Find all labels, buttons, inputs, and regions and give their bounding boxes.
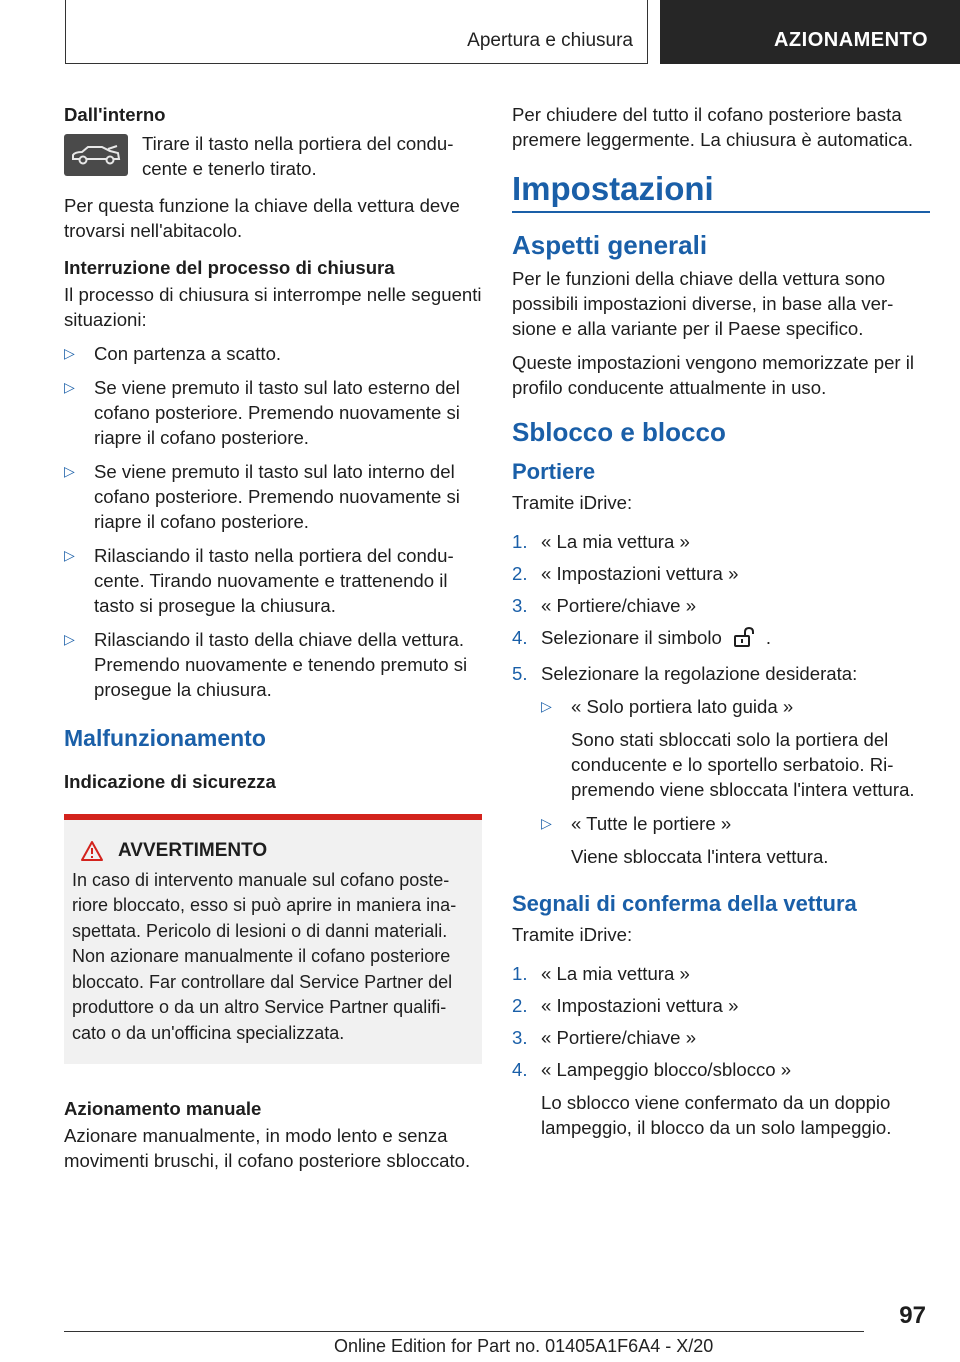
- footer-divider: [64, 1331, 864, 1332]
- settings-heading: Impostazioni: [512, 176, 930, 213]
- list-item: 4. Selezionare il simbolo .: [512, 625, 930, 654]
- malfunction-heading: Malfunzionamento: [64, 725, 266, 751]
- warning-label: AVVERTIMENTO: [118, 840, 268, 861]
- safety-title: Indicazione di sicurezza: [64, 771, 276, 792]
- list-item: ▷ « Tutte le portiere » Viene sbloccata l'intera vettura.: [541, 813, 829, 867]
- interrupt-list: [64, 341, 482, 702]
- list-item: 3. « Portiere/chiave »: [512, 1027, 697, 1048]
- triangle-bullet-icon: ▷: [64, 345, 75, 361]
- general-text-1: Per le funzioni della chiave della vettura sono possibili impostazioni diverse, in base alla versione e alla variante per il Paese specifico.: [512, 268, 894, 339]
- triangle-bullet-icon: ▷: [64, 631, 75, 647]
- warning-triangle-icon: [80, 840, 104, 862]
- triangle-bullet-icon: ▷: [64, 463, 75, 479]
- general-heading: Aspetti generali: [512, 230, 708, 260]
- doors-heading: Portiere: [512, 459, 596, 484]
- signals-heading: Segnali di conferma della vettura: [512, 891, 857, 916]
- door-options-list: [541, 694, 930, 869]
- warning-text-1: In caso di intervento manuale sul cofano posteriore bloccato, esso si può aprire in maniera inaspettata. Pericolo di lesioni o di danni materiali.: [72, 869, 457, 941]
- lock-heading: Sblocco e blocco: [512, 417, 726, 447]
- inside-instruction: [64, 131, 482, 181]
- warning-header: [80, 838, 474, 864]
- chapter-title: AZIONAMENTO: [773, 29, 928, 51]
- page-number: 97: [899, 1302, 926, 1329]
- doors-steps: [512, 529, 930, 869]
- list-item: ▷ Se viene premuto il tasto sul lato interno del cofano posteriore. Premendo nuovamente si riapre il cofano posteriore.: [64, 461, 460, 532]
- list-item: ▷ « Solo portiera lato guida » Sono stati sbloccati solo la portiera del conducente e lo sportello serbatoio. Ripremendo viene sbloccata l'intera vettura.: [541, 696, 915, 800]
- unlock-padlock-icon: [732, 626, 756, 654]
- list-item: ▷ Con partenza a scatto.: [64, 343, 282, 364]
- warning-text-2: Non azionare manualmente il cofano posteriore bloccato. Far controllare dal Service Partner del produttore o da un altro Service Partner qualificato o da un'officina specializzata.: [72, 946, 453, 1043]
- signals-steps: [512, 961, 930, 1140]
- tailgate-car-icon: [64, 134, 128, 176]
- general-text-2: Queste impostazioni vengono memorizzate per il profilo conducente attualmente in uso.: [512, 352, 915, 398]
- list-item: 5. Selezionare la regolazione desiderata: ▷ « Solo portiera lato guida » Sono stati sbloccati solo la portiera del conducente e lo sportello serbatoio. Ripremendo viene sbloccata l'intera vettura. ▷ « Tutte le portiere » Viene sbloccata l'intera vettura.: [512, 661, 930, 869]
- edition-footer: Online Edition for Part no. 01405A1F6A4 - X/20: [334, 1336, 714, 1356]
- inside-title: Dall'interno: [64, 104, 166, 125]
- header-chapter-box: [660, 0, 960, 64]
- doors-intro: Tramite iDrive:: [512, 492, 633, 513]
- triangle-bullet-icon: ▷: [64, 547, 75, 563]
- left-column: [64, 102, 482, 1182]
- manual-title: Azionamento manuale: [64, 1098, 262, 1119]
- list-item: ▷ Rilasciando il tasto nella portiera del conducente. Tirando nuovamente e trattenendo il tasto si prosegue la chiusura.: [64, 545, 454, 616]
- manual-text: Azionare manualmente, in modo lento e senza movimenti bruschi, il cofano posteriore sbloccato.: [64, 1125, 471, 1171]
- list-item: 4. « Lampeggio blocco/sblocco » Lo sblocco viene confermato da un doppio lampeggio, il blocco da un solo lampeggio.: [512, 1059, 892, 1138]
- triangle-bullet-icon: ▷: [541, 815, 552, 831]
- interrupt-title: Interruzione del processo di chiusura: [64, 257, 395, 278]
- triangle-bullet-icon: ▷: [541, 698, 552, 714]
- key-note: Per questa funzione la chiave della vettura deve trovarsi nell'abitacolo.: [64, 195, 460, 241]
- signals-intro: Tramite iDrive:: [512, 924, 633, 945]
- interrupt-intro: Il processo di chiusura si interrompe nelle seguenti situazioni:: [64, 284, 482, 330]
- warning-box: [64, 814, 482, 1064]
- list-item: ▷ Rilasciando il tasto della chiave della vettura. Premendo nuovamente e tenendo premuto si prosegue la chiusura.: [64, 629, 468, 700]
- list-item: 3. « Portiere/chiave »: [512, 595, 697, 616]
- list-item: 2. « Impostazioni vettura »: [512, 563, 739, 584]
- triangle-bullet-icon: ▷: [64, 379, 75, 395]
- list-item: ▷ Se viene premuto il tasto sul lato esterno del cofano posteriore. Premendo nuovamente si riapre il cofano posteriore.: [64, 377, 460, 448]
- right-column: [512, 102, 930, 1148]
- inside-text: Tirare il tasto nella portiera del conducente e tenerlo tirato.: [142, 133, 454, 179]
- list-item: 1. « La mia vettura »: [512, 531, 690, 552]
- list-item: 2. « Impostazioni vettura »: [512, 995, 739, 1016]
- close-text: Per chiudere del tutto il cofano posteriore basta premere leggermente. La chiusura è automatica.: [512, 104, 914, 150]
- header-section-box: [65, 0, 648, 64]
- section-title: Apertura e chiusura: [467, 30, 633, 51]
- list-item: 1. « La mia vettura »: [512, 963, 690, 984]
